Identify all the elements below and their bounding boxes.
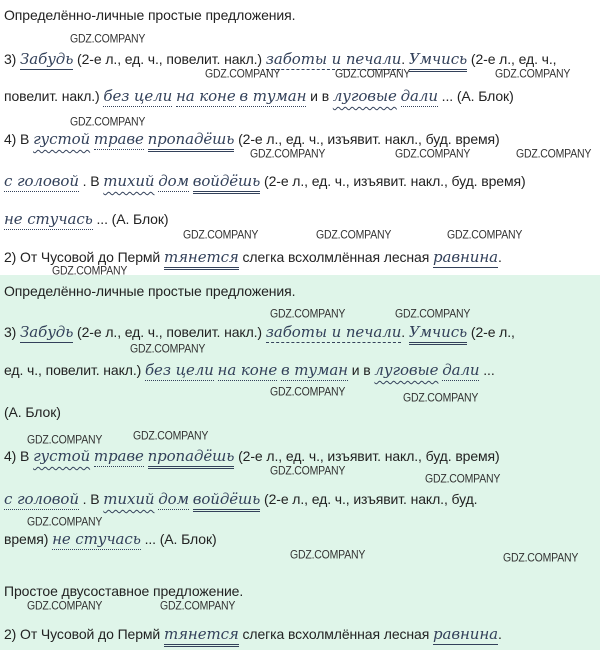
subject-word: Забудь: [20, 50, 74, 68]
section-1-line-2: [4, 87, 514, 105]
section-1-line-4: [4, 172, 526, 190]
watermark: GDZ.COMPANY: [27, 433, 103, 447]
section-2-heading: [4, 283, 295, 299]
sentence-text: слегка всхолмлённая лесная: [238, 249, 434, 265]
sentence-text: .: [401, 324, 409, 340]
watermark: GDZ.COMPANY: [70, 32, 146, 46]
watermark: GDZ.COMPANY: [270, 307, 346, 321]
sentence-text: время): [4, 531, 53, 547]
annotated-word: в туман: [239, 87, 307, 105]
annotated-word: густой: [33, 447, 91, 465]
watermark: GDZ.COMPANY: [183, 228, 259, 242]
annotated-word: луговые: [374, 361, 439, 379]
section-1-line-5: [4, 210, 168, 228]
annotated-word: траве: [93, 447, 144, 465]
watermark: GDZ.COMPANY: [495, 67, 571, 81]
sentence-text: Определённо-личные простые предложения.: [4, 283, 296, 299]
watermark: GDZ.COMPANY: [290, 548, 366, 562]
sentence-text: (2-е л., ед. ч., повелит. накл.): [73, 324, 266, 340]
sentence-text: Простое двусоставное предложение.: [4, 583, 244, 599]
sentence-text: [144, 448, 148, 464]
annotated-word: Умчись: [409, 323, 467, 345]
section-2-line-3: [4, 404, 61, 420]
sentence-text: (2-е л., ед. ч.,: [467, 51, 557, 67]
watermark: GDZ.COMPANY: [160, 599, 236, 613]
watermark: GDZ.COMPANY: [70, 115, 146, 129]
sentence-text: слегка всхолмлённая лесная: [238, 626, 434, 642]
annotated-word: пропадёшь: [148, 447, 235, 469]
section-2-line-6: [4, 530, 217, 548]
annotated-word: луговые: [332, 87, 397, 105]
sentence-text: . В: [78, 491, 104, 507]
section-2-line-2: [4, 361, 495, 379]
annotated-word: без цели: [145, 361, 214, 379]
sentence-text: (2-е л., ед. ч., изъявит. накл., буд. время): [234, 131, 500, 147]
sentence-text: 3): [4, 324, 21, 340]
sentence-text: [144, 131, 148, 147]
watermark: GDZ.COMPANY: [395, 147, 471, 161]
sentence-text: (А. Блок): [4, 404, 61, 420]
watermark: GDZ.COMPANY: [395, 307, 471, 321]
sentence-text: 2) От Чусовой до Пермй: [4, 626, 164, 642]
watermark: GDZ.COMPANY: [27, 515, 103, 529]
annotated-word: равнина: [433, 625, 498, 643]
sentence-text: .: [401, 51, 409, 67]
sentence-text: .: [497, 249, 502, 265]
annotated-word: дали: [400, 87, 438, 105]
watermark: GDZ.COMPANY: [403, 391, 479, 405]
sentence-text: 4) В: [4, 448, 34, 464]
sentence-text: 4) В: [4, 131, 34, 147]
annotated-word: с головой: [4, 490, 79, 508]
annotated-word: дом: [158, 490, 189, 508]
sentence-text: . В: [78, 173, 104, 189]
watermark: GDZ.COMPANY: [447, 228, 523, 242]
annotated-word: дали: [442, 361, 480, 379]
annotated-word: не стучась: [4, 210, 93, 228]
sentence-text: ... (А. Блок): [437, 88, 514, 104]
watermark: GDZ.COMPANY: [503, 551, 579, 565]
sentence-text: ед. ч., повелит. накл.): [4, 362, 145, 378]
watermark: GDZ.COMPANY: [270, 385, 346, 399]
section-2-last-line: [4, 625, 502, 643]
sentence-text: ...: [479, 362, 495, 378]
sentence-text: 2) От Чусовой до Пермй: [4, 249, 164, 265]
annotated-word: войдёшь: [193, 490, 260, 512]
sentence-text: (2-е л., ед. ч., изъявит. накл., буд. время): [260, 173, 526, 189]
watermark: GDZ.COMPANY: [270, 464, 346, 478]
watermark: GDZ.COMPANY: [133, 429, 209, 443]
sentence-text: (2-е л., ед. ч., изъявит. накл., буд.: [260, 491, 478, 507]
section-1-line-3: [4, 130, 500, 148]
annotated-word: на коне: [217, 361, 278, 379]
annotated-word: тянется: [164, 248, 239, 270]
section-2-line-5: [4, 490, 477, 508]
sentence-text: Определённо-личные простые предложения.: [4, 7, 296, 23]
annotated-word: тянется: [164, 625, 239, 647]
watermark: GDZ.COMPANY: [250, 147, 326, 161]
sentence-text: .: [497, 626, 502, 642]
watermark: GDZ.COMPANY: [52, 264, 128, 278]
annotated-word: на коне: [175, 87, 236, 105]
annotated-word: заботы и печали: [265, 323, 402, 341]
watermark: GDZ.COMPANY: [205, 67, 281, 81]
annotated-word: Забудь: [20, 323, 74, 341]
annotated-word: пропадёшь: [148, 130, 235, 152]
sentence-text: (2-е л., ед. ч., изъявит. накл., буд. время): [234, 448, 500, 464]
sentence-text: (2-е л.,: [467, 324, 515, 340]
sentence-text: ... (А. Блок): [140, 531, 217, 547]
sentence-text: и в: [306, 88, 333, 104]
watermark: GDZ.COMPANY: [516, 147, 592, 161]
sentence-text: ... (А. Блок): [92, 211, 169, 227]
predicate-word: Умчись: [409, 50, 467, 72]
watermark: GDZ.COMPANY: [316, 228, 392, 242]
watermark: GDZ.COMPANY: [425, 472, 501, 486]
section-2-line-4: [4, 447, 500, 465]
watermark: GDZ.COMPANY: [27, 599, 103, 613]
sentence-text: и в: [347, 362, 375, 378]
section-1-line-1: [4, 50, 556, 68]
annotated-word: тихий: [103, 490, 155, 508]
annotated-word: дом: [158, 172, 189, 190]
annotated-word: в туман: [280, 361, 348, 379]
annotated-word: без цели: [103, 87, 173, 105]
annotated-word: тихий: [103, 172, 155, 190]
annotated-word: с головой: [4, 172, 79, 190]
section-1-heading: [4, 7, 295, 23]
watermark: GDZ.COMPANY: [335, 67, 411, 81]
sentence-text: (2-е л., ед. ч., повелит. накл.): [73, 51, 266, 67]
sentence-text: повелит. накл.): [4, 88, 104, 104]
annotated-word: густой: [33, 130, 91, 148]
watermark: GDZ.COMPANY: [130, 342, 206, 356]
section-2-heading-2: [4, 583, 243, 599]
annotated-word: равнина: [433, 248, 498, 266]
annotated-word: не стучась: [52, 530, 141, 548]
object-phrase: заботы и печали: [265, 50, 402, 68]
sentence-text: [214, 362, 218, 378]
section-2-line-1: [4, 323, 515, 341]
annotated-word: траве: [93, 130, 144, 148]
annotated-word: войдёшь: [193, 172, 260, 194]
sentence-text: 3): [4, 51, 21, 67]
